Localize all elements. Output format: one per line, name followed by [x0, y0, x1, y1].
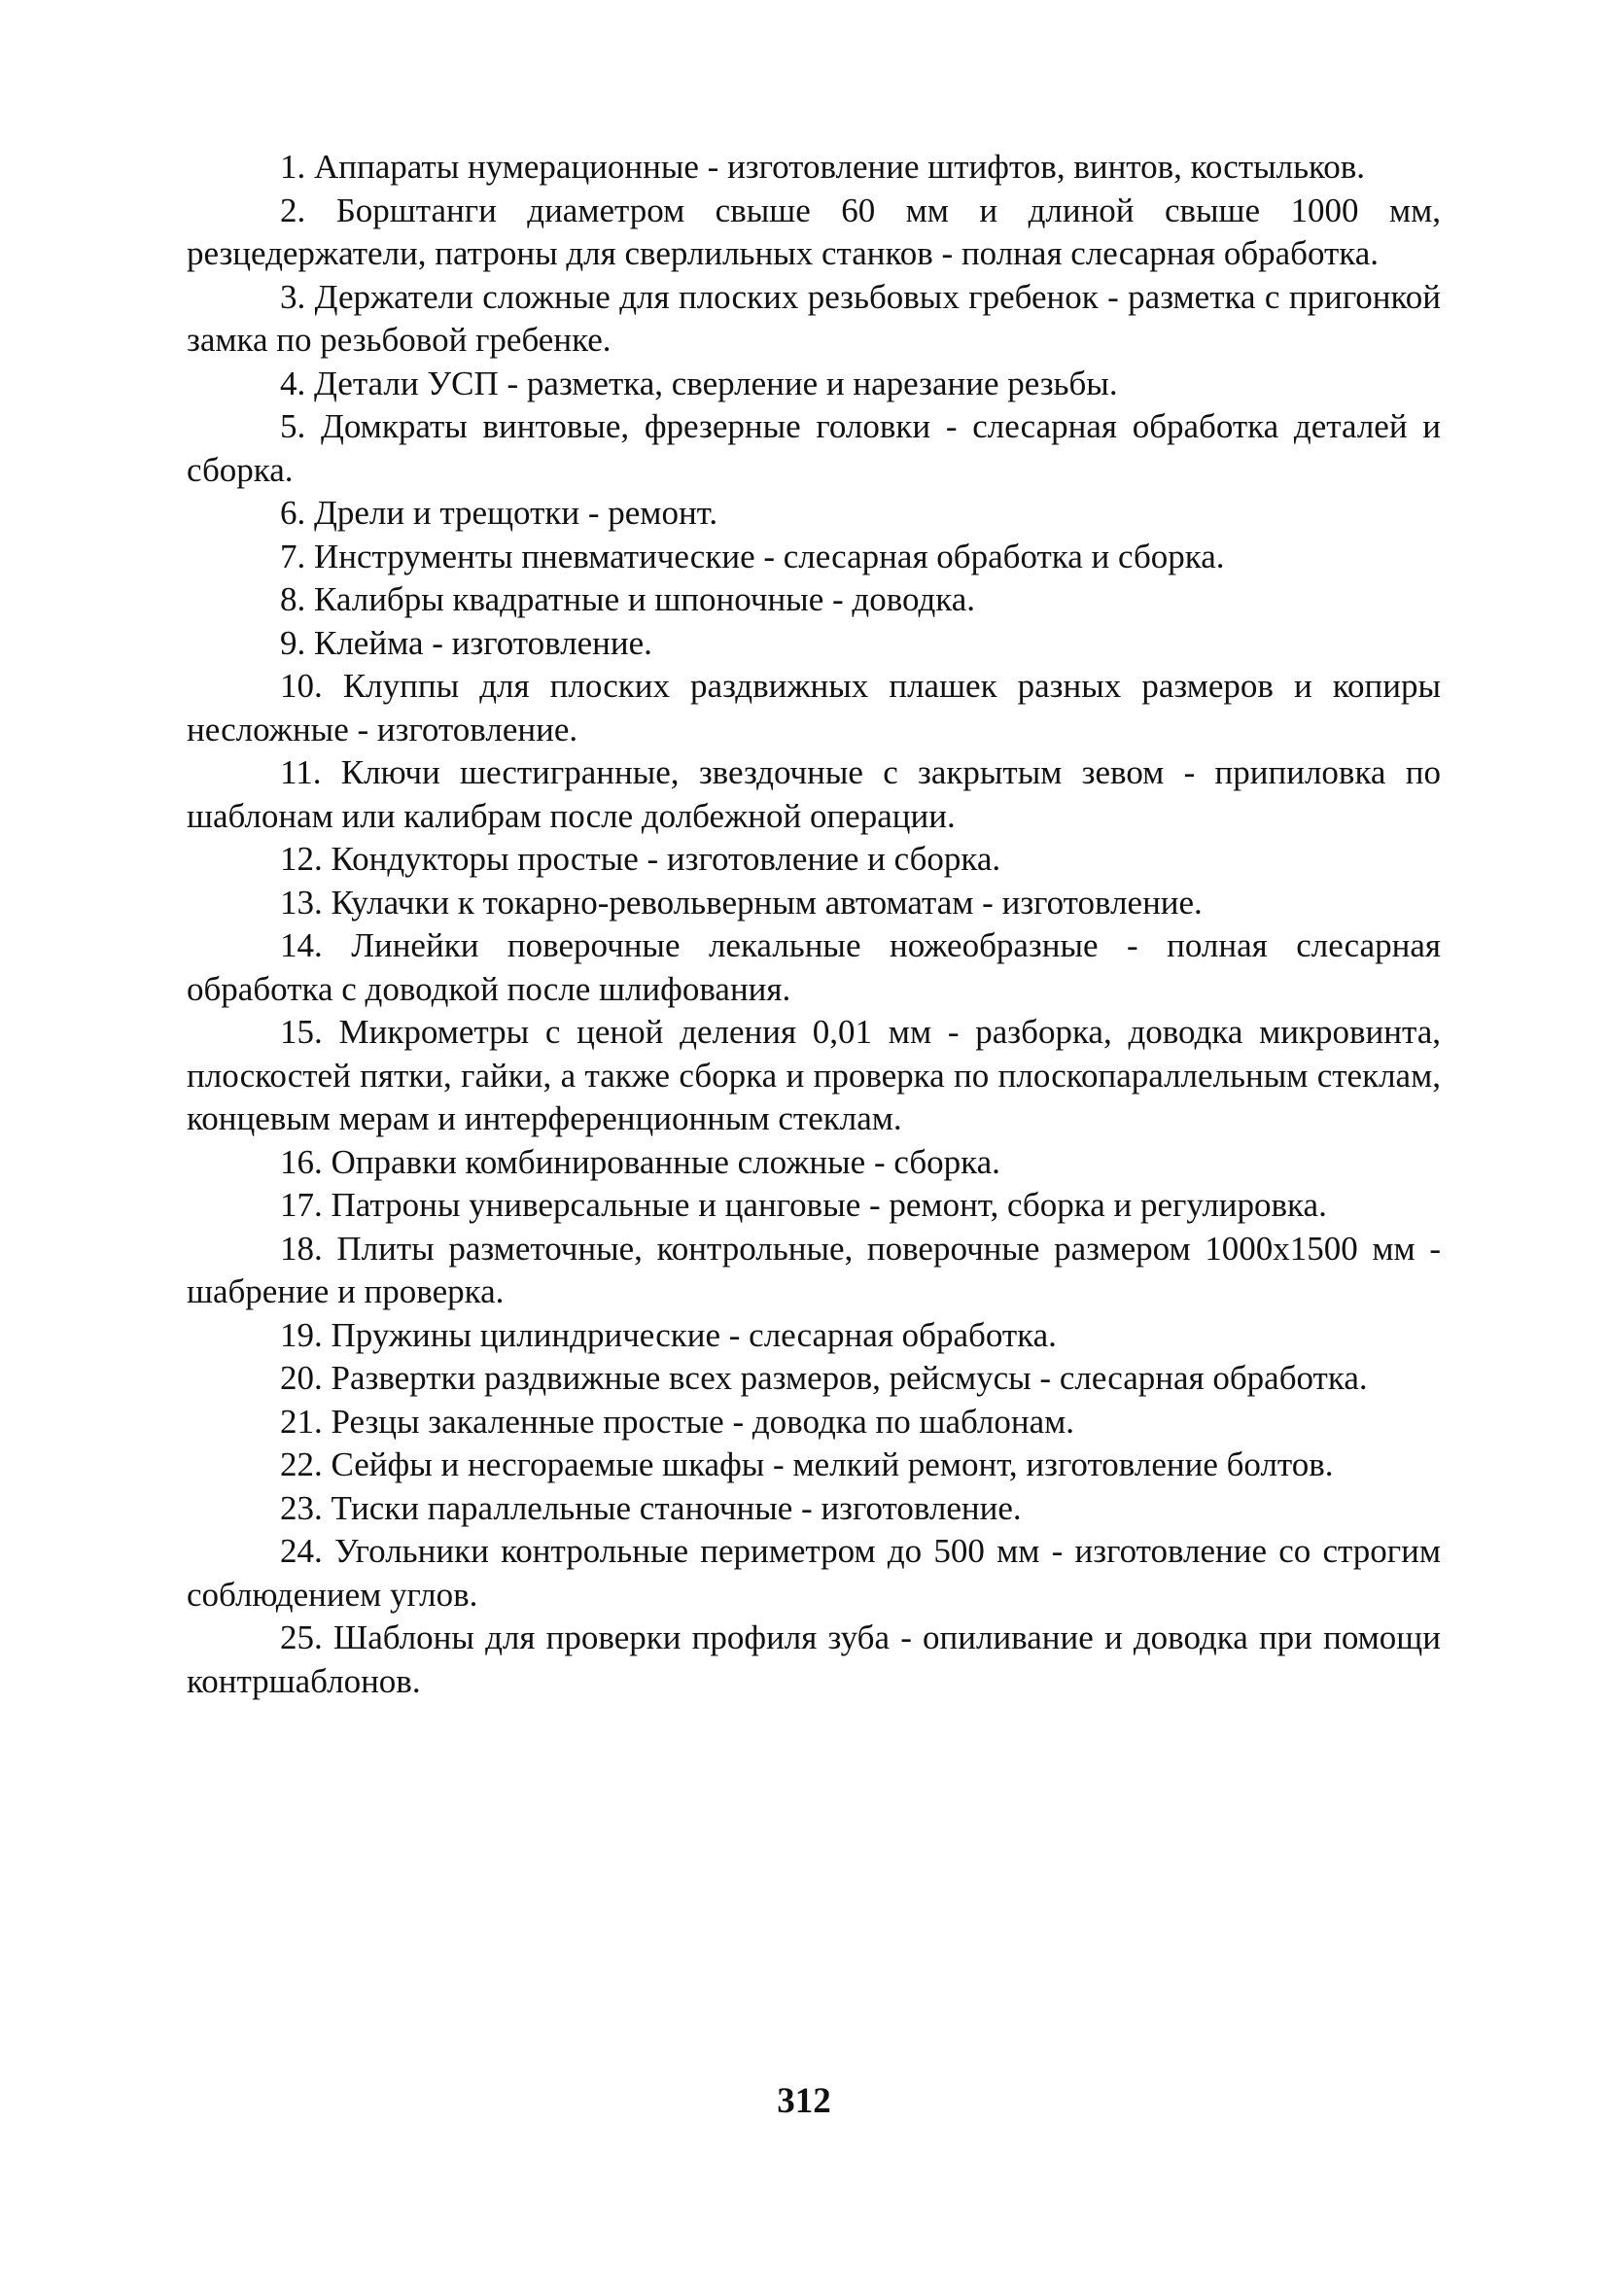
list-item: 8. Калибры квадратные и шпоночные - доводка.	[280, 580, 976, 618]
list-item: 15. Микрометры с ценой деления 0,01 мм - разборка, доводка микровинта, плоскостей пятки, гайки, а также сборка и проверка по плоскопараллельным стеклам, концевым мерам и интерференционным стеклам.	[187, 1013, 1441, 1137]
list-item: 4. Детали УСП - разметка, сверление и нарезание резьбы.	[280, 364, 1118, 402]
list-item: 22. Сейфы и несгораемые шкафы - мелкий ремонт, изготовление болтов.	[280, 1445, 1334, 1483]
list-item: 12. Кондукторы простые - изготовление и сборка.	[280, 840, 1001, 878]
list-item: 5. Домкраты винтовые, фрезерные головки - слесарная обработка деталей и сборка.	[187, 407, 1441, 489]
list-item: 25. Шаблоны для проверки профиля зуба - опиливание и доводка при помощи контршаблонов.	[187, 1618, 1441, 1700]
list-item: 24. Угольники контрольные периметром до 500 мм - изготовление со строгим соблюдением углов.	[187, 1532, 1441, 1614]
list-item: 6. Дрели и трещотки - ремонт.	[280, 494, 718, 532]
list-item: 10. Клуппы для плоских раздвижных плашек разных размеров и копиры несложные - изготовление.	[187, 667, 1441, 748]
page-number: 312	[777, 2081, 831, 2121]
list-item: 21. Резцы закаленные простые - доводка по шаблонам.	[280, 1402, 1075, 1441]
list-item: 3. Держатели сложные для плоских резьбовых гребенок - разметка с пригонкой замка по резьбовой гребенке.	[187, 277, 1441, 359]
item-list	[187, 146, 1441, 1703]
list-item: 19. Пружины цилиндрические - слесарная обработка.	[280, 1315, 1057, 1354]
list-item: 2. Борштанги диаметром свыше 60 мм и длиной свыше 1000 мм, резцедержатели, патроны для сверлильных станков - полная слесарная обработка.	[187, 191, 1441, 272]
list-item: 18. Плиты разметочные, контрольные, поверочные размером 1000x1500 мм - шабрение и проверка.	[187, 1229, 1441, 1310]
list-item: 23. Тиски параллельные станочные - изготовление.	[280, 1488, 1022, 1527]
list-item: 14. Линейки поверочные лекальные ножеобразные - полная слесарная обработка с доводкой после шлифования.	[187, 926, 1441, 1008]
list-item: 7. Инструменты пневматические - слесарная обработка и сборка.	[280, 537, 1225, 575]
list-item: 9. Клейма - изготовление.	[280, 623, 652, 662]
list-item: 13. Кулачки к токарно-револьверным автоматам - изготовление.	[280, 883, 1203, 922]
list-item: 20. Развертки раздвижные всех размеров, рейсмусы - слесарная обработка.	[280, 1359, 1368, 1397]
list-item: 16. Оправки комбинированные сложные - сборка.	[280, 1142, 1000, 1181]
list-item: 1. Аппараты нумерационные - изготовление штифтов, винтов, костыльков.	[280, 148, 1366, 186]
list-item: 17. Патроны универсальные и цанговые - ремонт, сборка и регулировка.	[280, 1186, 1327, 1224]
list-item: 11. Ключи шестигранные, звездочные с закрытым зевом - припиловка по шаблонам или калибрам после долбежной операции.	[187, 753, 1441, 835]
